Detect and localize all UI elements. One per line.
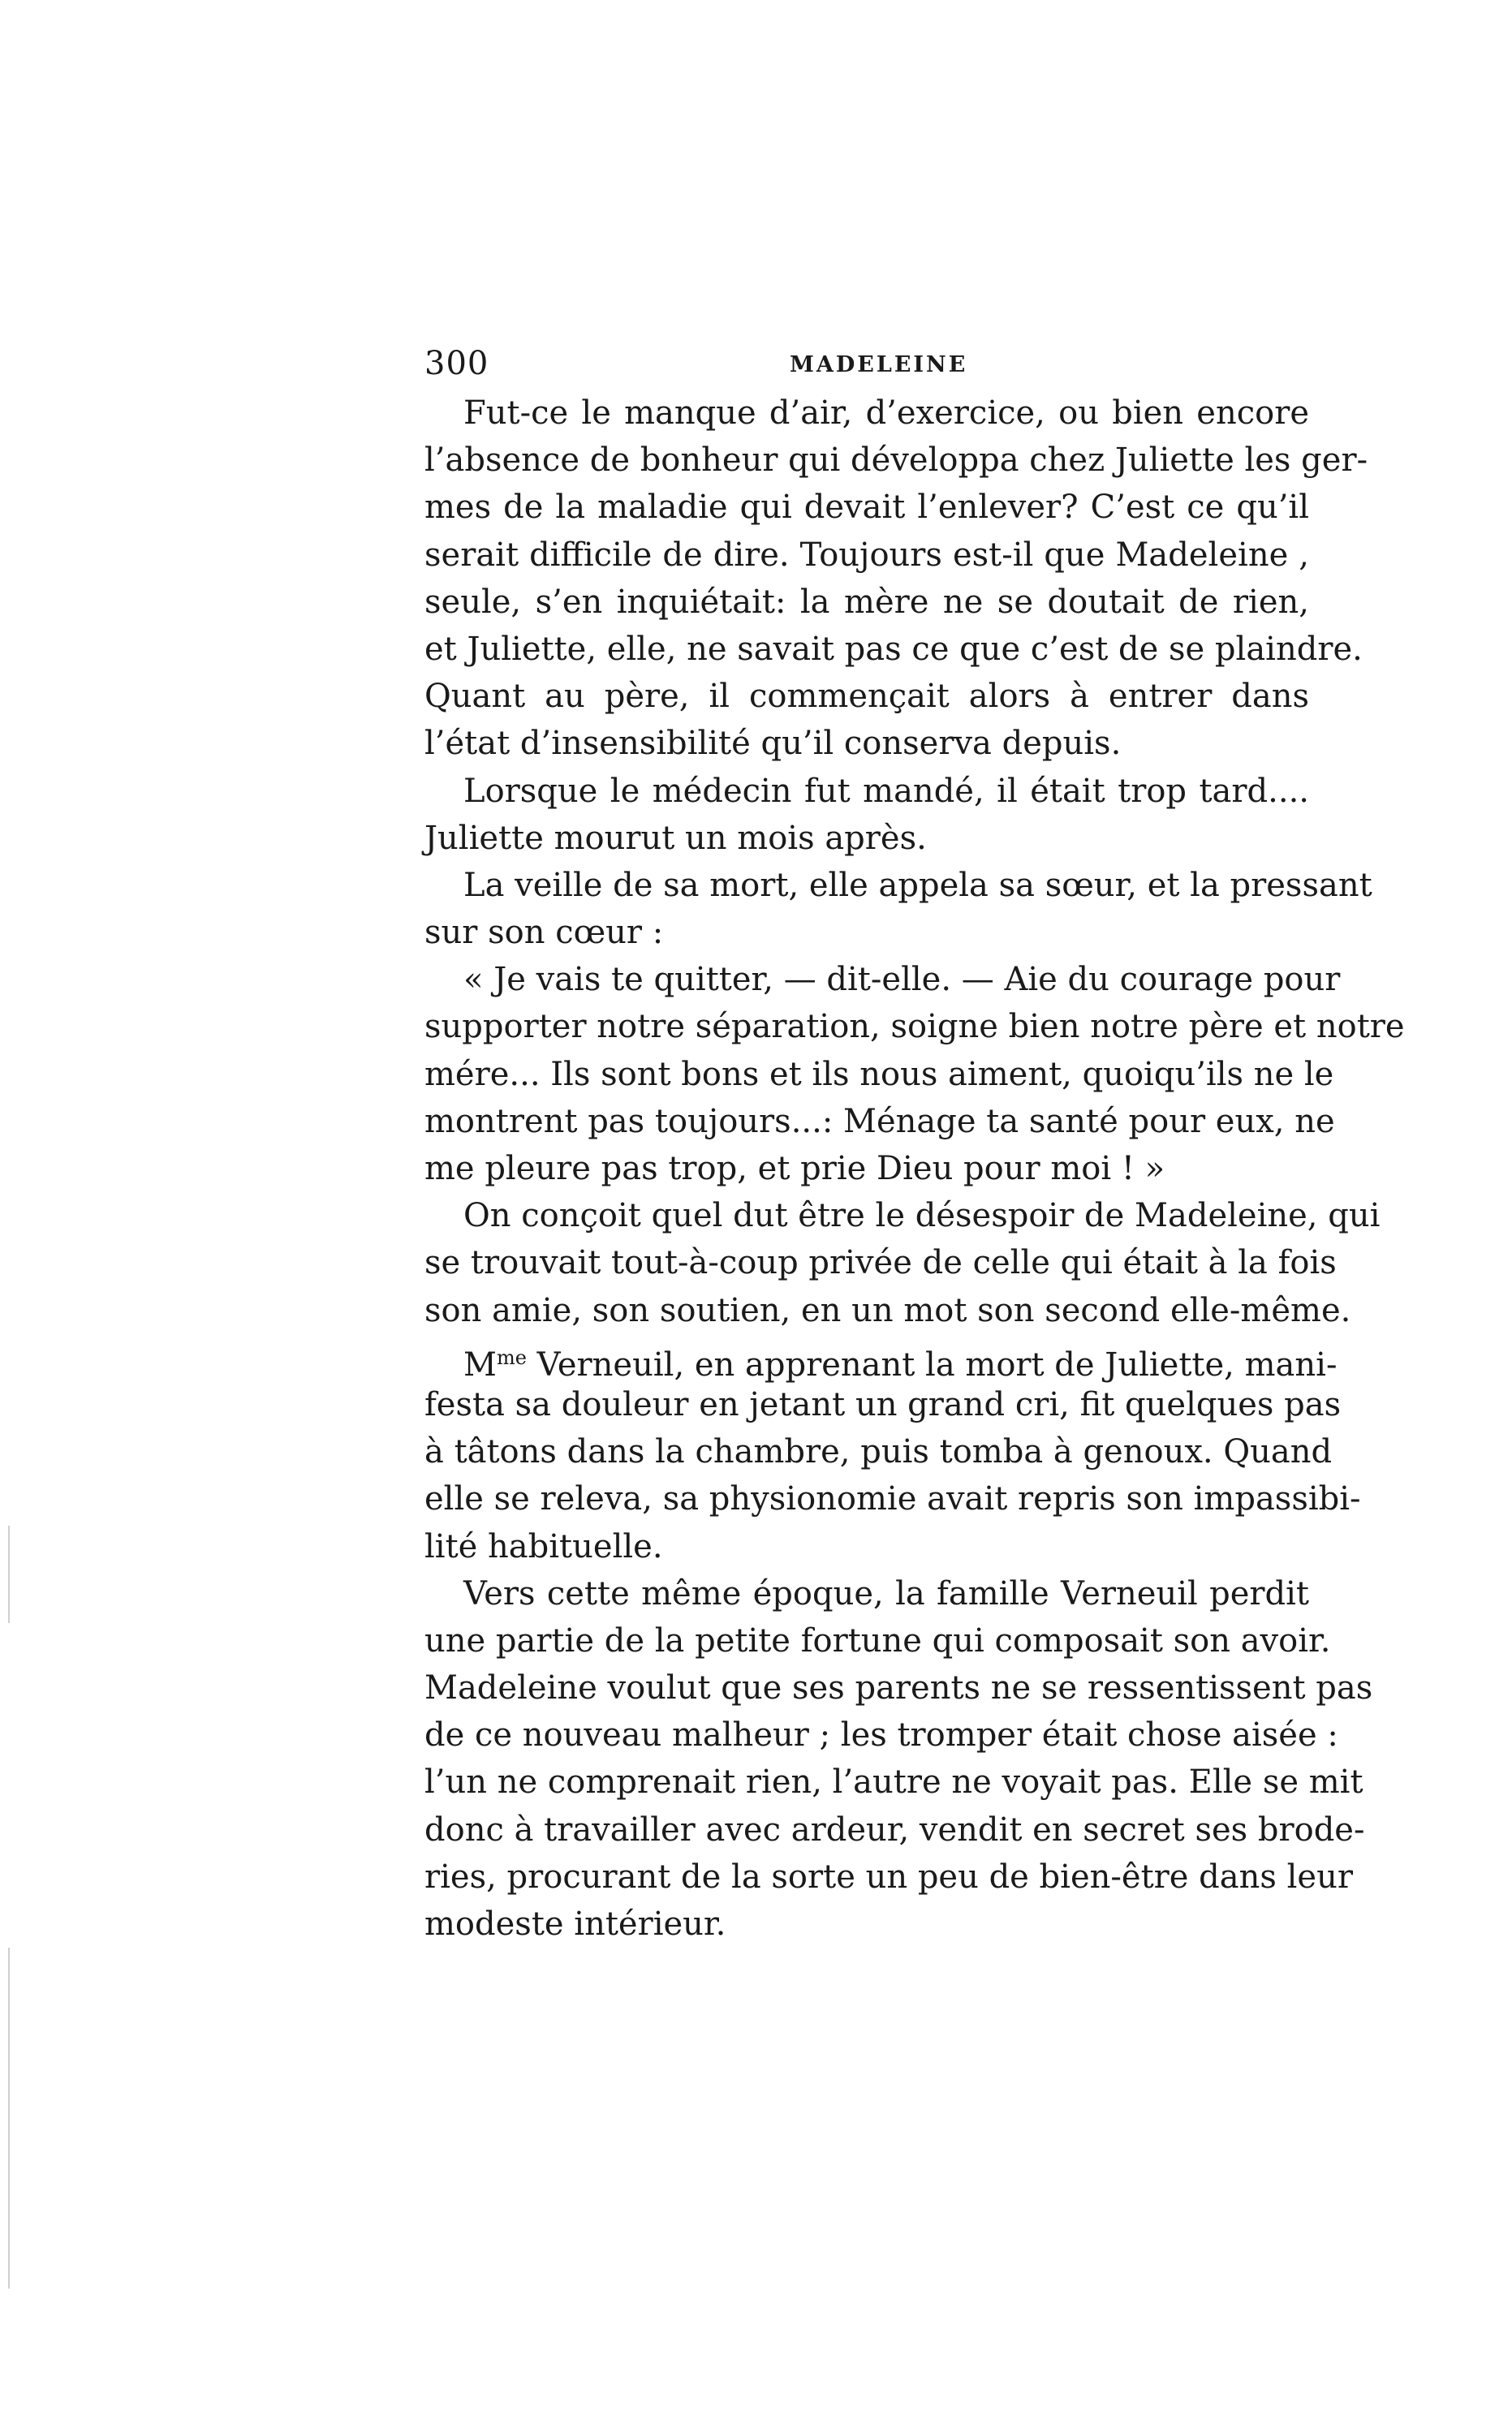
- text-line-content: modeste intérieur.: [424, 1905, 726, 1943]
- text-line: [424, 1523, 1309, 1570]
- page-header: [424, 339, 1333, 388]
- text-line-content: ries, procurant de la sorte un peu de bien-être dans leur: [424, 1858, 1353, 1896]
- abbreviation: M: [463, 1346, 497, 1384]
- text-line-content: son amie, son soutien, en un mot son second elle-même.: [424, 1291, 1351, 1329]
- text-line: [424, 437, 1368, 484]
- text-line-content: me pleure pas trop, et prie Dieu pour moi ! »: [424, 1150, 1165, 1187]
- text-line-content: montrent pas toujours...: Ménage ta santé pour eux, ne: [424, 1102, 1335, 1140]
- text-line-content: Quant au père, il commençait alors à entrer dans: [424, 678, 1309, 716]
- text-line: [424, 484, 1309, 531]
- text-line: [424, 1145, 1309, 1192]
- text-line: [424, 1854, 1353, 1901]
- text-line-content: se trouvait tout-à-coup privée de celle qui était à la fois: [424, 1244, 1337, 1282]
- text-line: [424, 673, 1309, 720]
- text-line: [424, 1287, 1351, 1334]
- text-line: [424, 1901, 1309, 1948]
- text-line-content: elle se releva, sa physionomie avait repris son impassibi-: [424, 1480, 1361, 1518]
- text-line-content: une partie de la petite fortune qui composait son avoir.: [424, 1621, 1331, 1660]
- text-line-content: à tâtons dans la chambre, puis tomba à genoux. Quand: [424, 1433, 1333, 1471]
- body-text: [424, 390, 1405, 1948]
- text-line-content: « Je vais te quitter, — dit-elle. — Aie du courage pour: [463, 961, 1341, 999]
- text-line-content: de ce nouveau malheur ; les tromper était chose aisée :: [424, 1716, 1338, 1755]
- text-line: [424, 1003, 1405, 1050]
- text-line: [424, 1712, 1338, 1759]
- page-number: 300: [424, 345, 489, 382]
- text-line-content: Lorsque le médecin fut mandé, il était trop tard....: [463, 772, 1309, 810]
- text-line-content: On conçoit quel dut être le désespoir de Madeleine, qui: [463, 1197, 1381, 1235]
- text-line: [424, 862, 1372, 909]
- text-line-content: serait difficile de dire. Toujours est-il que Madeleine ,: [424, 536, 1309, 574]
- text-line-content: Fut-ce le manque d’air, d’exercice, ou bien encore: [463, 394, 1309, 432]
- text-line: [424, 1098, 1335, 1145]
- text-line: [424, 720, 1309, 767]
- text-line: [424, 768, 1309, 815]
- text-line: [424, 815, 1309, 862]
- text-line: [424, 1617, 1331, 1664]
- text-line-content: mére... Ils sont bons et ils nous aiment, quoiqu’ils ne le: [424, 1055, 1334, 1093]
- text-line: [424, 1428, 1333, 1475]
- text-line-content: Juliette mourut un mois après.: [424, 819, 927, 857]
- text-line: [424, 1664, 1373, 1712]
- text-line-content: Verneuil, en apprenant la mort de Juliette, mani-: [526, 1346, 1338, 1384]
- text-line-content: lité habituelle.: [424, 1527, 663, 1565]
- text-line: [424, 626, 1363, 673]
- scan-margin-mark: [8, 1948, 10, 2289]
- text-line: [424, 1475, 1361, 1522]
- text-line: [424, 956, 1341, 1003]
- text-line: [424, 1192, 1381, 1239]
- text-line: [424, 1381, 1342, 1428]
- text-line: [424, 909, 1309, 956]
- text-line: [424, 579, 1309, 626]
- text-line-content: mes de la maladie qui devait l’enlever? C’est ce qu’il: [424, 489, 1309, 527]
- text-line-content: l’absence de bonheur qui développa chez Juliette les ger-: [424, 441, 1368, 480]
- text-line-content: supporter notre séparation, soigne bien notre père et notre: [424, 1008, 1405, 1046]
- text-line: [424, 1570, 1309, 1617]
- text-line: [424, 1051, 1334, 1098]
- running-head: MADELEINE: [790, 352, 968, 377]
- text-line: [424, 1806, 1365, 1854]
- text-line-content: seule, s’en inquiétait: la mère ne se doutait de rien,: [424, 583, 1309, 621]
- text-line-content: l’un ne comprenait rien, l’autre ne voyait pas. Elle se mit: [424, 1763, 1363, 1802]
- text-line: [424, 390, 1309, 437]
- text-line-content: Madeleine voulut que ses parents ne se ressentissent pas: [424, 1669, 1373, 1707]
- text-line-content: festa sa douleur en jetant un grand cri, fit quelques pas: [424, 1385, 1342, 1423]
- abbreviation-superscript: me: [496, 1346, 527, 1369]
- text-line: [424, 1334, 1338, 1384]
- text-line-content: donc à travailler avec ardeur, vendit en secret ses brode-: [424, 1811, 1365, 1849]
- text-line-content: l’état d’insensibilité qu’il conserva depuis.: [424, 725, 1122, 763]
- text-line-content: et Juliette, elle, ne savait pas ce que c’est de se plaindre.: [424, 630, 1363, 668]
- scan-margin-mark: [8, 1526, 10, 1623]
- text-line-content: La veille de sa mort, elle appela sa sœur, et la pressant: [463, 866, 1372, 904]
- text-line-content: sur son cœur :: [424, 914, 664, 952]
- text-line: [424, 1239, 1337, 1286]
- text-line-content: Vers cette même époque, la famille Verneuil perdit: [463, 1574, 1309, 1613]
- text-line: [424, 532, 1309, 579]
- text-line: [424, 1759, 1363, 1806]
